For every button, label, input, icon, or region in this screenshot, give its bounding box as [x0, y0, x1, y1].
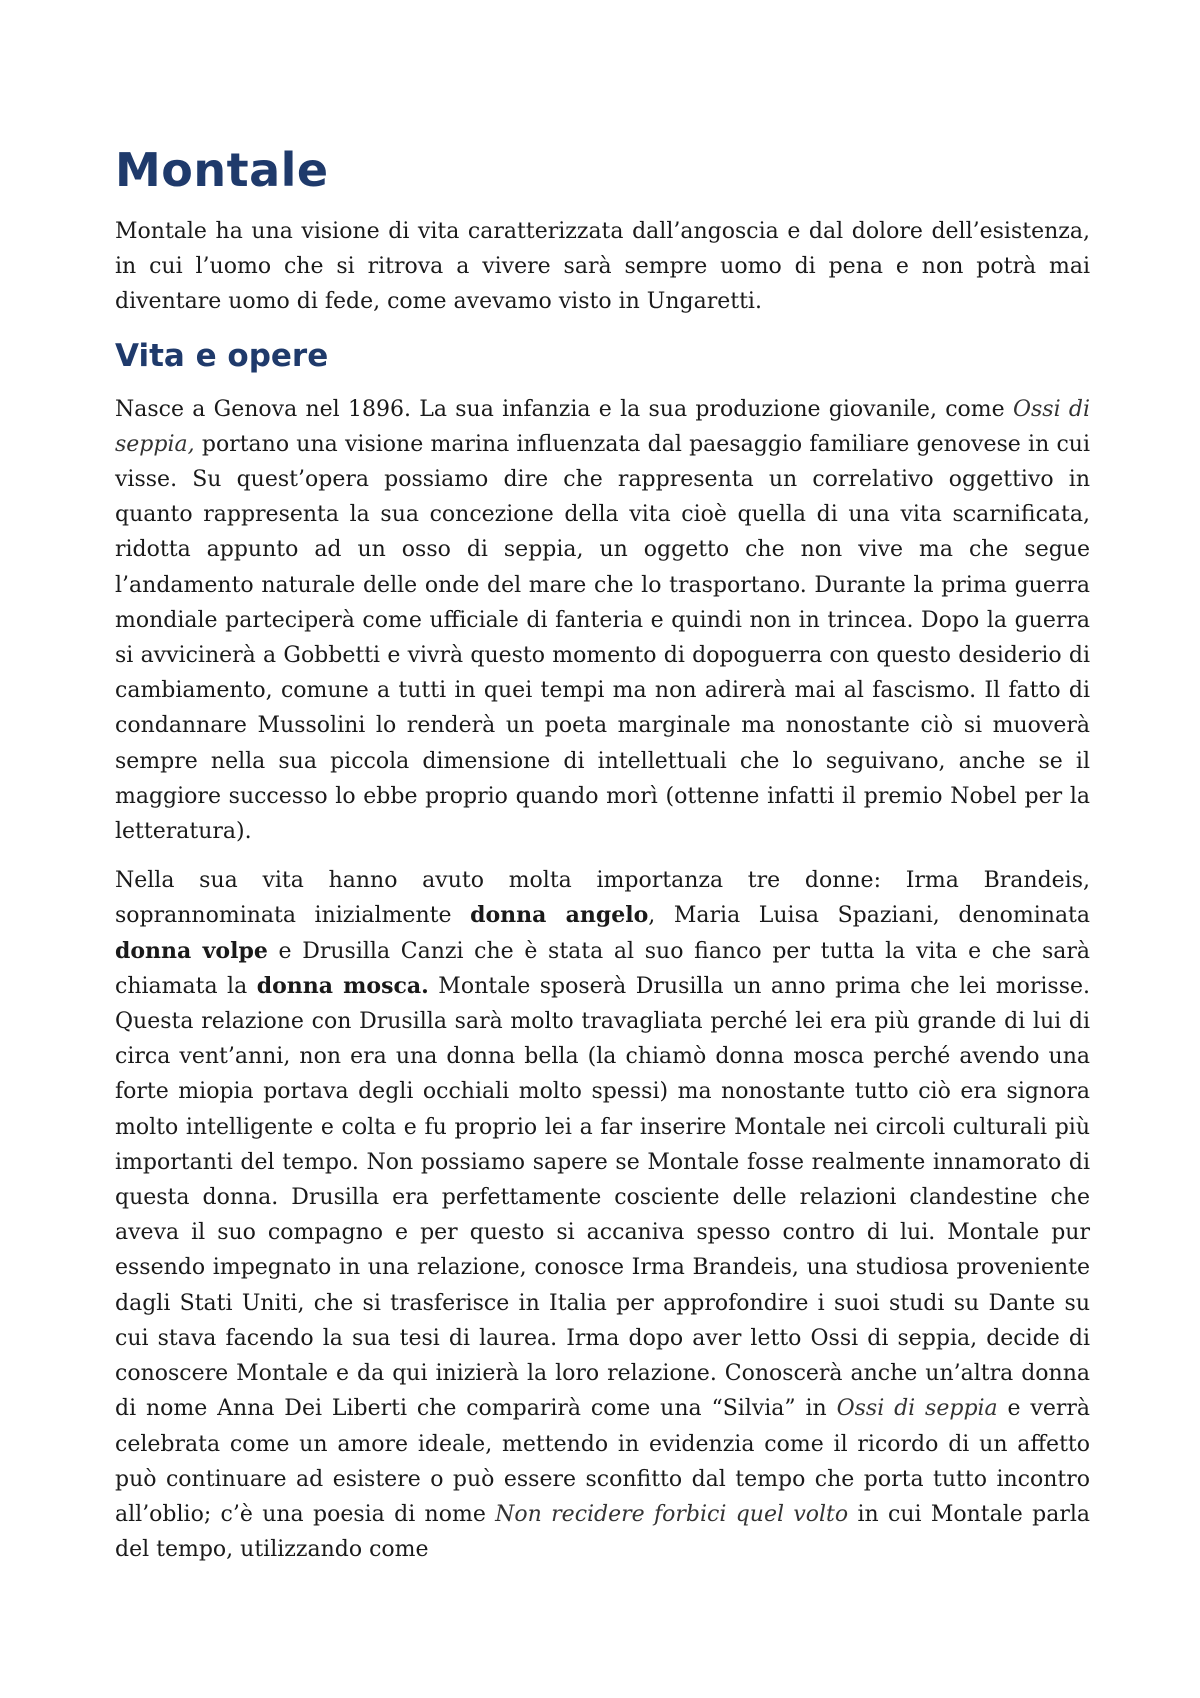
section-heading: Vita e opere	[115, 337, 329, 374]
text-run: Nella sua vita hanno avuto molta importanza tre donne: Irma Brandeis, soprannominata inizialmente	[115, 868, 1090, 929]
italic-title: Non recidere forbici quel volto	[495, 1501, 849, 1527]
italic-title: Ossi di seppia,	[115, 396, 1091, 457]
document-body	[115, 140, 1090, 1581]
text-run: e Drusilla Canzi che è stata al suo fianco per tutta la vita e che sarà chiamata la	[115, 938, 1090, 999]
bold-term: donna mosca.	[256, 972, 429, 999]
bold-term: donna volpe	[115, 937, 268, 964]
intro-paragraph: Montale ha una visione di vita caratterizzata dall’angoscia e dal dolore dell’esistenza, in cui l’uomo che si ritrova a vivere sarà sempre uomo di pena e non potrà mai diventare uomo di fede, come avevamo visto in Ungaretti.	[115, 219, 1090, 315]
text-run: portano una visione marina influenzata dal paesaggio familiare genovese in cui visse. Su quest’opera possiamo dire che rappresenta un correlativo oggettivo in quanto rappresenta la sua concezione della vita cioè quella di una vita scarnificata, ridotta appunto ad un osso di seppia, un oggetto che non vive ma che segue l’andamento naturale delle onde del mare che lo trasportano. Durante la prima guerra mondiale parteciperà come ufficiale di fanteria e quindi non in trincea. Dopo la guerra si avvicinerà a Gobbetti e vivrà questo momento di dopoguerra con questo desiderio di cambiamento, comune a tutti in quei tempi ma non adirerà mai al fascismo. Il fatto di condannare Mussolini lo renderà un poeta marginale ma nonostante ciò si muoverà sempre nella sua piccola dimensione di intellettuali che lo seguivano, anche se il maggiore successo lo ebbe proprio quando morì (ottenne infatti il premio Nobel per la letteratura).	[115, 431, 1090, 845]
text-run: e verrà celebrata come un amore ideale, mettendo in evidenzia come il ricordo di un affetto può continuare ad esistere o può essere sconfitto dal tempo che porta tutto incontro all’oblio; c’è una poesia di nome	[115, 1396, 1091, 1527]
text-run: , Maria Luisa Spaziani, denominata	[648, 903, 1091, 929]
bold-term: donna angelo	[470, 902, 649, 929]
text-run: Montale sposerà Drusilla un anno prima che lei morisse. Questa relazione con Drusilla sarà molto travagliata perché lei era più grande di lui di circa vent’anni, non era una donna bella (la chiamò donna mosca perché avendo una forte miopia portava degli occhiali molto spessi) ma nonostante tutto ciò era signora molto intelligente e colta e fu proprio lei a far inserire Montale nei circoli culturali più importanti del tempo. Non possiamo sapere se Montale fosse realmente innamorato di questa donna. Drusilla era perfettamente cosciente delle relazioni clandestine che aveva il suo compagno e per questo si accaniva spesso contro di lui. Montale pur essendo impegnato in una relazione, conosce Irma Brandeis, una studiosa proveniente dagli Stati Uniti, che si trasferisce in Italia per approfondire i suoi studi su Dante su cui stava facendo la sua tesi di laurea. Irma dopo aver letto Ossi di seppia, decide di conoscere Montale e da qui inizierà la loro relazione. Conoscerà anche un’altra donna di nome Anna Dei Liberti che comparirà come una “Silvia” in	[115, 973, 1091, 1422]
biography-paragraph	[115, 392, 1090, 850]
text-run: Nasce a Genova nel 1896. La sua infanzia e la sua produzione giovanile, come	[115, 396, 1013, 422]
italic-title: Ossi di seppia	[836, 1396, 998, 1422]
text-run: in cui Montale parla del tempo, utilizzando come	[115, 1501, 1090, 1563]
page-title: Montale	[115, 143, 329, 197]
women-paragraph	[115, 863, 1090, 1567]
